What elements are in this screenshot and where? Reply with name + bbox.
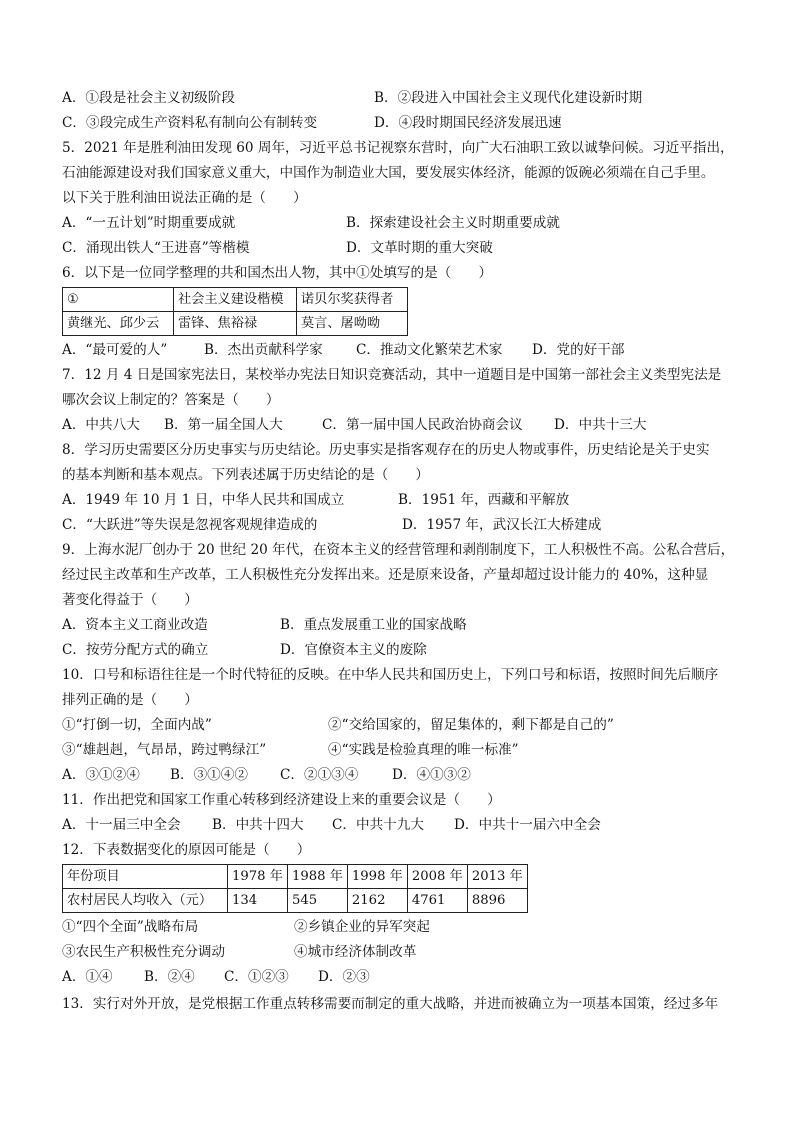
table-cell: 1978 年: [228, 865, 288, 889]
q11-option-c[interactable]: C．中共十九大: [332, 817, 424, 833]
q7-options-row: [62, 413, 752, 438]
q4-option-c[interactable]: C．③段完成生产资料私有制向公有制转变: [62, 115, 318, 131]
q7-stem-line-1: 7．12 月 4 日是国家宪法日，某校举办宪法日知识竞赛活动，其中一道题目是中国第一部社会主义类型宪法是: [62, 367, 722, 383]
q4-options-row-1: [62, 86, 752, 111]
q5-option-d[interactable]: D．文革时期的重大突破: [346, 240, 493, 256]
q12-items-row-1: [62, 915, 752, 940]
q10-item-2: ②“交给国家的，留足集体的，剩下都是自己的”: [328, 717, 614, 733]
q8-option-b[interactable]: B．1951 年，西藏和平解放: [398, 492, 570, 508]
q6-stem: 6．以下是一位同学整理的共和国杰出人物，其中①处填写的是（ ）: [62, 265, 493, 281]
q6-table: [62, 287, 408, 336]
q7-option-c[interactable]: C．第一届中国人民政治协商会议: [322, 417, 523, 433]
table-cell: ①: [63, 288, 174, 312]
table-cell: 年份项目: [63, 865, 228, 889]
q5-stem-line-1: 5．2021 年是胜利油田发现 60 周年，习近平总书记视察东营时，向广大石油职工致以诚挚问候。习近平指出，: [62, 140, 734, 156]
q11-options-row: [62, 813, 752, 838]
table-cell: 1988 年: [287, 865, 347, 889]
q7-option-d[interactable]: D．中共十三大: [554, 417, 647, 433]
table-cell: 雷锋、焦裕禄: [174, 312, 297, 336]
q9-stem-line-2: 经过民主改革和生产改革，工人积极性充分发挥出来。还是原来设备，产量却超过设计能力的 40%，这种显: [62, 567, 709, 583]
q4-option-a[interactable]: A．①段是社会主义初级阶段: [62, 90, 235, 106]
q10-option-b[interactable]: B．③①④②: [170, 767, 248, 783]
q6-option-a[interactable]: A．“最可爱的人”: [62, 342, 168, 358]
q12-option-c[interactable]: C．①②③: [224, 969, 289, 985]
q10-options-row: [62, 763, 752, 788]
q7-option-a[interactable]: A．中共八大: [62, 417, 140, 433]
exam-page: [62, 86, 752, 1019]
q12-stem: 12．下表数据变化的原因可能是（ ）: [62, 842, 311, 858]
table-cell: 诺贝尔奖获得者: [297, 288, 408, 312]
q5-options-row-2: [62, 236, 752, 261]
q9-option-d[interactable]: D．官僚资本主义的废除: [280, 642, 427, 658]
q9-stem-line-1: 9．上海水泥厂创办于 20 世纪 20 年代，在资本主义的经营管理和剥削制度下，工人积极性不高。公私合营后，: [62, 542, 735, 558]
table-cell: 2162: [347, 889, 407, 913]
q12-item-1: ①“四个全面”战略布局: [62, 919, 199, 935]
q5-stem-line-3: 以下关于胜利油田说法正确的是（ ）: [62, 190, 307, 206]
q11-option-b[interactable]: B．中共十四大: [212, 817, 304, 833]
q12-table: [62, 864, 528, 913]
q10-items-row-1: [62, 713, 752, 738]
q10-stem-line-1: 10．口号和标语往往是一个时代特征的反映。在中华人民共和国历史上，下列口号和标语，按照时间先后顺序: [62, 667, 719, 683]
q12-option-a[interactable]: A．①④: [62, 969, 113, 985]
q5-options-row-1: [62, 211, 752, 236]
q5-option-c[interactable]: C．涌现出铁人“王进喜”等楷模: [62, 240, 250, 256]
q8-option-c[interactable]: C．“大跃进”等失误是忽视客观规律造成的: [62, 517, 318, 533]
table-cell: 134: [228, 889, 288, 913]
table-cell: 莫言、屠呦呦: [297, 312, 408, 336]
q8-stem-line-2: 的基本判断和基本观点。下列表述属于历史结论的是（ ）: [62, 467, 430, 483]
q10-item-3: ③“雄赳赳，气昂昂，跨过鸭绿江”: [62, 742, 267, 758]
table-cell: 2013 年: [467, 865, 527, 889]
table-cell: 4761: [407, 889, 467, 913]
q9-stem-line-3: 著变化得益于（ ）: [62, 592, 198, 608]
q12-items-row-2: [62, 940, 752, 965]
q8-options-row-2: [62, 513, 752, 538]
q12-option-b[interactable]: B．②④: [144, 969, 195, 985]
q10-stem-line-2: 排列正确的是（ ）: [62, 692, 198, 708]
q11-option-a[interactable]: A．十一届三中全会: [62, 817, 181, 833]
q10-items-row-2: [62, 738, 752, 763]
q4-options-row-2: [62, 111, 752, 136]
table-row: [63, 312, 408, 336]
q7-option-b[interactable]: B．第一届全国人大: [164, 417, 283, 433]
q11-option-d[interactable]: D．中共十一届六中全会: [454, 817, 601, 833]
table-row: [63, 889, 528, 913]
table-row: [63, 288, 408, 312]
q10-item-4: ④“实践是检验真理的唯一标准”: [328, 742, 519, 758]
q12-item-4: ④城市经济体制改革: [294, 944, 417, 960]
q6-option-c[interactable]: C．推动文化繁荣艺术家: [356, 342, 503, 358]
q5-option-b[interactable]: B．探索建设社会主义时期重要成就: [346, 215, 560, 231]
q6-option-b[interactable]: B．杰出贡献科学家: [204, 342, 323, 358]
table-cell: 545: [287, 889, 347, 913]
q5-stem-line-2: 石油能源建设对我们国家意义重大，中国作为制造业大国，要发展实体经济，能源的饭碗必须端在自己手里。: [62, 165, 715, 181]
q4-option-b[interactable]: B．②段进入中国社会主义现代化建设新时期: [374, 90, 643, 106]
q7-stem-line-2: 哪次会议上制定的？答案是（ ）: [62, 392, 280, 408]
q9-options-row-2: [62, 638, 752, 663]
q13-stem-line-1: 13．实行对外开放，是党根据工作重点转移需要而制定的重大战略，并进而被确立为一项基本国策，经过多年: [62, 996, 719, 1012]
q8-stem-line-1: 8．学习历史需要区分历史事实与历史结论。历史事实是指客观存在的历史人物或事件，历史结论是关于史实: [62, 442, 710, 458]
q5-option-a[interactable]: A．“一五计划”时期重要成就: [62, 215, 236, 231]
q11-stem: 11．作出把党和国家工作重心转移到经济建设上来的重要会议是（ ）: [62, 792, 501, 808]
q12-option-d[interactable]: D．②③: [318, 969, 370, 985]
q9-option-c[interactable]: C．按劳分配方式的确立: [62, 642, 209, 658]
q9-options-row-1: [62, 613, 752, 638]
q6-options-row: [62, 338, 752, 363]
q9-option-a[interactable]: A．资本主义工商业改造: [62, 617, 208, 633]
table-cell: 8896: [467, 889, 527, 913]
q8-options-row-1: [62, 488, 752, 513]
q6-option-d[interactable]: D．党的好干部: [532, 342, 625, 358]
q10-item-1: ①“打倒一切，全面内战”: [62, 717, 212, 733]
table-cell: 1998 年: [347, 865, 407, 889]
q10-option-a[interactable]: A．③①②④: [62, 767, 140, 783]
table-cell: 社会主义建设楷模: [174, 288, 297, 312]
q12-options-row: [62, 965, 752, 990]
q8-option-d[interactable]: D．1957 年，武汉长江大桥建成: [402, 517, 602, 533]
q4-option-d[interactable]: D．④段时期国民经济发展迅速: [374, 115, 562, 131]
q12-item-2: ②乡镇企业的异军突起: [294, 919, 430, 935]
q8-option-a[interactable]: A．1949 年 10 月 1 日，中华人民共和国成立: [62, 492, 345, 508]
q10-option-d[interactable]: D．④①③②: [392, 767, 471, 783]
table-cell: 农村居民人均收入（元）: [63, 889, 228, 913]
q12-item-3: ③农民生产积极性充分调动: [62, 944, 226, 960]
q9-option-b[interactable]: B．重点发展重工业的国家战略: [280, 617, 467, 633]
q10-option-c[interactable]: C．②①③④: [280, 767, 359, 783]
table-row: [63, 865, 528, 889]
table-cell: 黄继光、邱少云: [63, 312, 174, 336]
table-cell: 2008 年: [407, 865, 467, 889]
